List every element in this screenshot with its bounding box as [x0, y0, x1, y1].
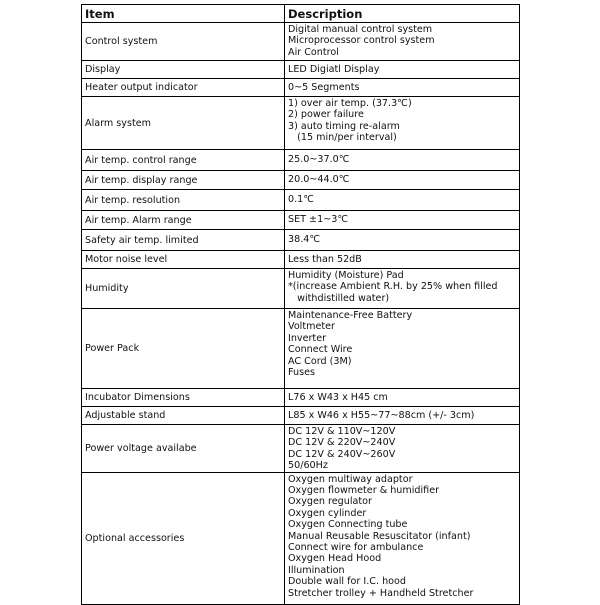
description-line: Double wall for I.C. hood: [288, 576, 406, 588]
table-row: [82, 61, 520, 79]
description-cell: [285, 472, 520, 604]
description-line: DC 12V & 240V~260V: [288, 448, 396, 460]
table-row: [82, 269, 520, 309]
description-line: Maintenance-Free Battery: [288, 310, 413, 321]
description-line: Digital manual control system: [288, 24, 433, 35]
description-line: *(increase Ambient R.H. by 25% when filled: [288, 281, 498, 293]
description-line: 20.0~44.0℃: [288, 174, 350, 186]
header-description: Description: [285, 5, 520, 23]
item-cell: Adjustable stand: [82, 407, 285, 425]
description-line: 25.0~37.0℃: [288, 154, 350, 166]
description-cell: [285, 97, 520, 150]
description-line: 3) auto timing re-alarm: [288, 120, 400, 132]
item-cell: Air temp. Alarm range: [82, 211, 285, 230]
item-cell: Alarm system: [82, 97, 285, 150]
table-row: [82, 171, 520, 190]
description-cell: [285, 230, 520, 251]
description-line: Connect Wire: [288, 344, 353, 356]
description-line: Oxygen flowmeter & humidifier: [288, 485, 440, 497]
description-cell: [285, 190, 520, 211]
item-cell: Power voltage availabe: [82, 425, 285, 473]
table-row: [82, 389, 520, 407]
description-line: LED Digiatl Display: [288, 63, 380, 75]
description-line: Oxygen cylinder: [288, 507, 367, 519]
description-line: Microprocessor control system: [288, 35, 435, 47]
description-line: Oxygen Head Hood: [288, 553, 382, 565]
description-line: Illumination: [288, 564, 345, 576]
description-line: DC 12V & 220V~240V: [288, 437, 396, 449]
description-cell: [285, 251, 520, 269]
table-row: [82, 251, 520, 269]
table-row: [82, 407, 520, 425]
item-cell: Air temp. display range: [82, 171, 285, 190]
description-cell: [285, 61, 520, 79]
item-cell: Safety air temp. limited: [82, 230, 285, 251]
description-line: Humidity (Moisture) Pad: [288, 270, 404, 281]
item-cell: Control system: [82, 23, 285, 61]
table-row: [82, 309, 520, 389]
description-line: Voltmeter: [288, 321, 335, 333]
description-cell: [285, 407, 520, 425]
description-cell: [285, 211, 520, 230]
description-line: Oxygen regulator: [288, 496, 372, 508]
item-cell: Motor noise level: [82, 251, 285, 269]
table-row: [82, 79, 520, 97]
table-row: [82, 230, 520, 251]
item-cell: Optional accessories: [82, 472, 285, 604]
table-row: [82, 472, 520, 604]
description-line: Stretcher trolley + Handheld Stretcher: [288, 587, 474, 599]
description-line: L76 x W43 x H45 cm: [288, 391, 388, 403]
description-cell: [285, 150, 520, 171]
table-row: [82, 97, 520, 150]
description-cell: [285, 309, 520, 389]
table-header-row: [82, 5, 520, 23]
description-line: Oxygen multiway adaptor: [288, 473, 413, 485]
description-line: 38.4℃: [288, 234, 321, 246]
description-cell: [285, 425, 520, 473]
description-cell: [285, 389, 520, 407]
table-row: [82, 190, 520, 211]
description-line: 50/60Hz: [288, 460, 328, 472]
description-cell: [285, 171, 520, 190]
description-line: Fuses: [288, 367, 315, 379]
description-line: (15 min/per interval): [288, 132, 397, 144]
description-line: 0.1℃: [288, 194, 315, 206]
item-cell: Humidity: [82, 269, 285, 309]
table-row: [82, 211, 520, 230]
table-row: [82, 425, 520, 473]
description-cell: [285, 79, 520, 97]
description-line: DC 12V & 110V~120V: [288, 426, 396, 437]
description-line: Oxygen Connecting tube: [288, 519, 408, 531]
description-line: Manual Reusable Resuscitator (infant): [288, 530, 471, 542]
table-row: [82, 23, 520, 61]
description-line: AC Cord (3M): [288, 355, 352, 367]
description-line: Less than 52dB: [288, 253, 362, 265]
item-cell: Display: [82, 61, 285, 79]
description-line: L85 x W46 x H55~77~88cm (+/- 3cm): [288, 409, 475, 421]
description-line: 0~5 Segments: [288, 81, 360, 93]
description-line: Connect wire for ambulance: [288, 542, 424, 554]
item-cell: Incubator Dimensions: [82, 389, 285, 407]
header-item: Item: [82, 5, 285, 23]
description-cell: [285, 23, 520, 61]
description-line: 1) over air temp. (37.3℃): [288, 98, 412, 109]
item-cell: Heater output indicator: [82, 79, 285, 97]
description-line: Air Control: [288, 46, 339, 58]
description-line: Inverter: [288, 332, 327, 344]
description-cell: [285, 269, 520, 309]
item-cell: Air temp. control range: [82, 150, 285, 171]
item-cell: Power Pack: [82, 309, 285, 389]
table-row: [82, 150, 520, 171]
description-line: SET ±1~3℃: [288, 214, 349, 226]
specification-table: [81, 4, 520, 605]
description-line: withdistilled water): [288, 292, 390, 304]
item-cell: Air temp. resolution: [82, 190, 285, 211]
description-line: 2) power failure: [288, 109, 364, 121]
